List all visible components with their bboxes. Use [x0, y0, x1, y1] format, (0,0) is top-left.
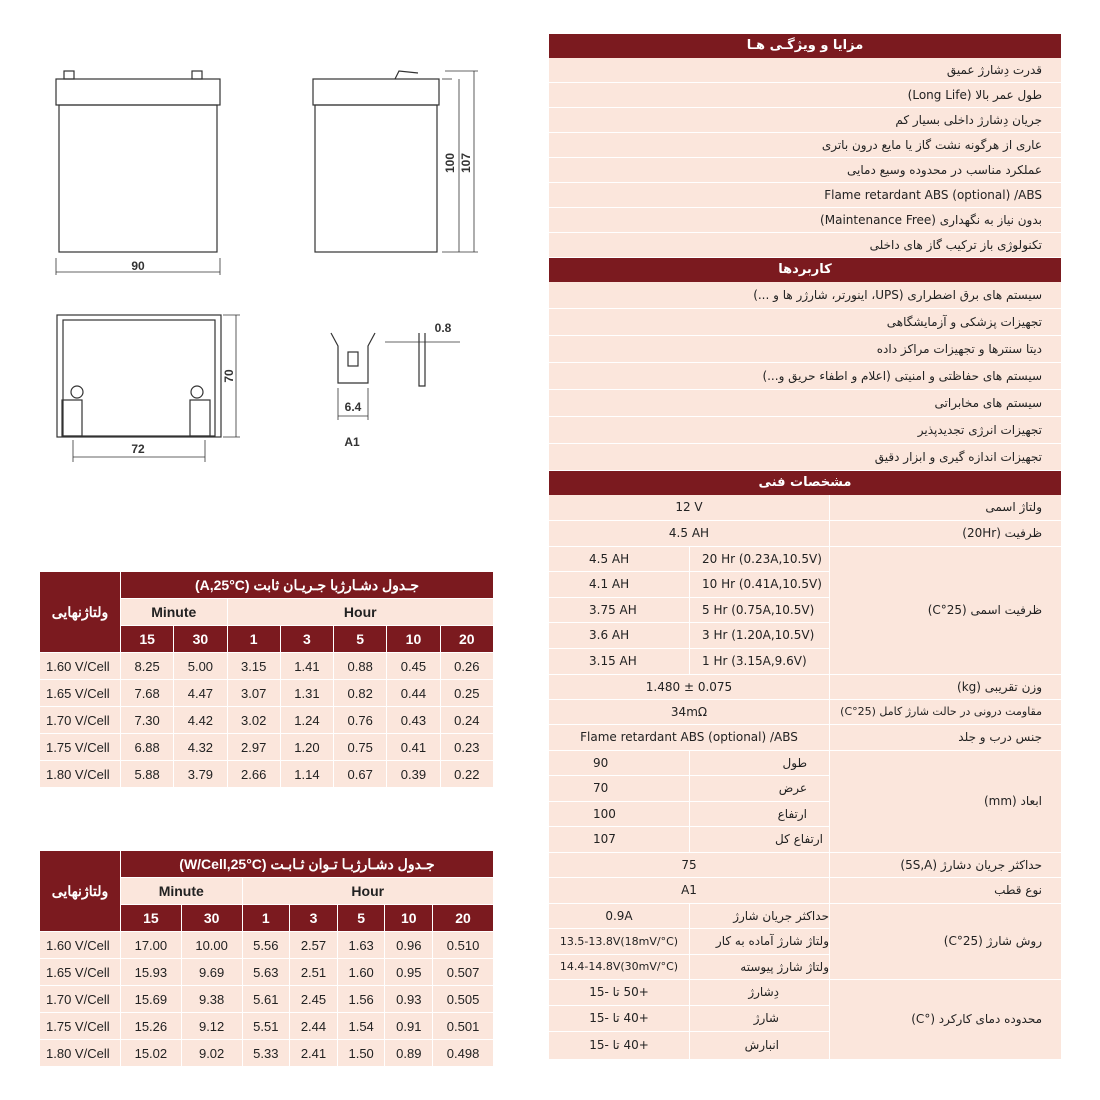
capacity-label: ظرفیت (20Hr): [962, 526, 1042, 540]
cell: 15.26: [121, 1013, 182, 1040]
table-row: [40, 1040, 494, 1067]
cell: 2.57: [290, 932, 338, 959]
side-height-dimension: 100: [443, 152, 457, 174]
front-width-dimension: 90: [131, 259, 145, 273]
minute-header: Minute: [121, 599, 228, 626]
specs-header: مشخصات فنی: [549, 471, 1061, 495]
dim-value: 107: [593, 832, 616, 846]
capacity-value: 4.5 AH: [668, 526, 710, 540]
features-header: مزایا و ویژگـی هـا: [549, 34, 1061, 58]
cell: 5.51: [242, 1013, 290, 1040]
col-header: 30: [174, 626, 227, 653]
max-charge-label: حداکثر جریان دشارژ (5S,A): [900, 858, 1042, 872]
temp-name: انبارش: [744, 1038, 779, 1052]
cell: 0.23: [440, 734, 493, 761]
cell: 2.97: [227, 734, 280, 761]
temp-label: محدوده دمای کارکرد (°C): [911, 1012, 1042, 1026]
rated-capacity-label: ظرفیت اسمی (25°C): [927, 603, 1042, 617]
cell: 0.91: [385, 1013, 433, 1040]
nominal-voltage-value: 12 V: [675, 500, 703, 514]
table-row: [40, 761, 494, 788]
col-header: 1: [242, 905, 290, 932]
cell: 0.498: [433, 1040, 494, 1067]
cell: 0.39: [387, 761, 440, 788]
row-voltage: 1.75 V/Cell: [40, 734, 121, 761]
cell: 8.25: [121, 653, 174, 680]
discharge-power-table: [39, 850, 494, 1067]
cell: 6.88: [121, 734, 174, 761]
charge-name: حداکثر جریان شارژ: [733, 909, 829, 923]
charge-name: ولتاژ شارژ آماده به کار: [715, 934, 829, 948]
cell: 9.69: [181, 959, 242, 986]
feature-item: بدون نیاز به نگهداری (Maintenance Free): [549, 208, 1061, 233]
cell: 1.54: [337, 1013, 385, 1040]
dim-value: 100: [593, 807, 616, 821]
cell: 5.61: [242, 986, 290, 1013]
cell: 3.07: [227, 680, 280, 707]
terminal-width-dimension: 6.4: [344, 400, 362, 414]
col-header: 20: [440, 626, 493, 653]
cell: 0.45: [387, 653, 440, 680]
cell: 1.20: [280, 734, 333, 761]
terminal-label: نوع قطب: [994, 883, 1042, 897]
cell: 1.24: [280, 707, 333, 734]
cell: 15.93: [121, 959, 182, 986]
cell: 0.22: [440, 761, 493, 788]
feature-item: Flame retardant ABS (optional) /ABS: [549, 183, 1061, 208]
feature-item: قدرت دِشارژ عمیق: [549, 58, 1061, 83]
feature-item: عملکرد مناسب در محدوده وسیع دمایی: [549, 158, 1061, 183]
rated-rate: 20 Hr (0.23A,10.5V): [702, 552, 822, 566]
dim-name: ارتفاع: [777, 807, 807, 821]
application-item: تجهیزات پزشکی و آزمایشگاهی: [549, 309, 1061, 336]
cell: 0.510: [433, 932, 494, 959]
table-row: [40, 707, 494, 734]
cell: 3.15: [227, 653, 280, 680]
case-value: Flame retardant ABS (optional) /ABS: [580, 730, 798, 744]
terminal-thickness-dimension: 0.8: [434, 321, 452, 335]
cell: 3.79: [174, 761, 227, 788]
cell: 3.02: [227, 707, 280, 734]
cell: 4.47: [174, 680, 227, 707]
application-item: دیتا سنترها و تجهیزات مراکز داده: [549, 336, 1061, 363]
table-title: جـدول دشـارژبا جـریـان ثابت (A,25°C): [121, 572, 494, 599]
cell: 0.25: [440, 680, 493, 707]
cell: 0.89: [385, 1040, 433, 1067]
terminal-type-label: A1: [344, 435, 360, 449]
row-voltage: 1.65 V/Cell: [40, 959, 121, 986]
table-row: [40, 734, 494, 761]
feature-item: طول عمر بالا (Long Life): [549, 83, 1061, 108]
cell: 5.33: [242, 1040, 290, 1067]
table-row: [40, 932, 494, 959]
cell: 0.505: [433, 986, 494, 1013]
rated-rate: 10 Hr (0.41A,10.5V): [702, 577, 822, 591]
cell: 1.60: [337, 959, 385, 986]
case-label: جنس درب و جلد: [958, 730, 1042, 744]
resistance-value: 34mΩ: [670, 705, 708, 719]
col-header: 20: [433, 905, 494, 932]
cell: 4.32: [174, 734, 227, 761]
table-title: جـدول دشـارژبـا تـوان ثـابـت (W/Cell,25°C): [121, 851, 494, 878]
row-voltage: 1.70 V/Cell: [40, 707, 121, 734]
table-row: [40, 986, 494, 1013]
cell: 2.44: [290, 1013, 338, 1040]
cell: 5.88: [121, 761, 174, 788]
col-header: 10: [387, 626, 440, 653]
cell: 0.26: [440, 653, 493, 680]
cell: 10.00: [181, 932, 242, 959]
temp-name: دِشارژ: [748, 985, 779, 999]
row-voltage: 1.75 V/Cell: [40, 1013, 121, 1040]
applications-header: کاربردها: [549, 258, 1061, 282]
hour-header: Hour: [227, 599, 493, 626]
col-header: 15: [121, 626, 174, 653]
col-header: 10: [385, 905, 433, 932]
row-voltage: 1.60 V/Cell: [40, 932, 121, 959]
max-charge-value: 75: [681, 858, 697, 872]
table-row: [40, 1013, 494, 1040]
dim-name: طول: [782, 756, 807, 770]
cell: 0.93: [385, 986, 433, 1013]
application-item: تجهیزات انرژی تجدیدپذیر: [549, 417, 1061, 444]
temp-name: شارژ: [753, 1011, 779, 1025]
cell: 1.14: [280, 761, 333, 788]
charge-value: 0.9A: [605, 909, 633, 923]
feature-item: عاری از هرگونه نشت گاز یا مایع درون باتری: [549, 133, 1061, 158]
cell: 0.24: [440, 707, 493, 734]
cell: 1.41: [280, 653, 333, 680]
specs-table: [549, 495, 1061, 1059]
terminal-value: A1: [681, 883, 697, 897]
weight-label: وزن تقریبی (kg): [957, 680, 1042, 694]
cell: 0.507: [433, 959, 494, 986]
cell: 0.88: [334, 653, 387, 680]
cell: 1.50: [337, 1040, 385, 1067]
cell: 7.68: [121, 680, 174, 707]
cell: 0.43: [387, 707, 440, 734]
cell: 1.31: [280, 680, 333, 707]
spec-panel: [549, 34, 1061, 1059]
hour-header: Hour: [242, 878, 494, 905]
rated-rate: 3 Hr (1.20A,10.5V): [702, 628, 815, 642]
cell: 0.75: [334, 734, 387, 761]
dim-name: ارتفاع کل: [775, 832, 823, 846]
side-total-height-dimension: 107: [459, 152, 473, 174]
temp-value: +50 تا -15: [589, 985, 649, 999]
cell: 9.38: [181, 986, 242, 1013]
cell: 2.45: [290, 986, 338, 1013]
dim-value: 70: [593, 781, 609, 795]
col-header: 3: [280, 626, 333, 653]
cell: 5.63: [242, 959, 290, 986]
cell: 9.12: [181, 1013, 242, 1040]
row-voltage: 1.70 V/Cell: [40, 986, 121, 1013]
temp-value: +40 تا -15: [589, 1011, 649, 1025]
cell: 0.67: [334, 761, 387, 788]
cell: 15.69: [121, 986, 182, 1013]
cell: 2.66: [227, 761, 280, 788]
charge-value: 13.5-13.8V(18mV/°C): [559, 935, 679, 948]
cell: 0.95: [385, 959, 433, 986]
rated-rate: 5 Hr (0.75A,10.5V): [702, 603, 815, 617]
application-item: سیستم های حفاظتی و امنیتی (اعلام و اطفاء حریق و...): [549, 363, 1061, 390]
application-item: تجهیزات اندازه گیری و ابزار دقیق: [549, 444, 1061, 471]
table-row: [40, 959, 494, 986]
cell: 4.42: [174, 707, 227, 734]
col-header: 5: [334, 626, 387, 653]
cell: 0.76: [334, 707, 387, 734]
final-voltage-header: ولتاژنهایی: [40, 851, 121, 932]
col-header: 15: [121, 905, 182, 932]
col-header: 30: [181, 905, 242, 932]
front-view: [56, 71, 220, 275]
row-voltage: 1.80 V/Cell: [40, 761, 121, 788]
cell: 17.00: [121, 932, 182, 959]
charge-name: ولتاژ شارژ پیوسته: [740, 960, 829, 974]
feature-item: جریان دِشارژ داخلی بسیار کم: [549, 108, 1061, 133]
cell: 5.00: [174, 653, 227, 680]
cell: 0.96: [385, 932, 433, 959]
col-header: 3: [290, 905, 338, 932]
terminal-spacing-dimension: 72: [131, 442, 145, 456]
rated-ah: 4.5 AH: [589, 552, 630, 566]
discharge-current-table: [39, 571, 494, 788]
row-voltage: 1.65 V/Cell: [40, 680, 121, 707]
cell: 1.56: [337, 986, 385, 1013]
row-voltage: 1.60 V/Cell: [40, 653, 121, 680]
application-item: سیستم های برق اضطراری (UPS، اینورتر، شارژر ها و ...): [549, 282, 1061, 309]
cell: 0.44: [387, 680, 440, 707]
rated-ah: 3.6 AH: [589, 628, 630, 642]
charge-value: 14.4-14.8V(30mV/°C): [559, 960, 679, 973]
table-row: [40, 653, 494, 680]
feature-item: تکنولوژی باز ترکیب گاز های داخلی: [549, 233, 1061, 258]
rated-ah: 3.15 AH: [589, 654, 637, 668]
table-row: [40, 680, 494, 707]
cell: 0.41: [387, 734, 440, 761]
nominal-voltage-label: ولتاژ اسمی: [985, 500, 1042, 514]
dims-label: ابعاد (mm): [983, 794, 1042, 808]
dim-value: 90: [593, 756, 609, 770]
temp-value: +40 تا -15: [589, 1038, 649, 1052]
col-header: 5: [337, 905, 385, 932]
top-view: [57, 315, 240, 462]
cell: 0.82: [334, 680, 387, 707]
col-header: 1: [227, 626, 280, 653]
top-depth-dimension: 70: [222, 369, 236, 383]
rated-rate: 1 Hr (3.15A,9.6V): [702, 654, 807, 668]
row-voltage: 1.80 V/Cell: [40, 1040, 121, 1067]
cell: 15.02: [121, 1040, 182, 1067]
rated-ah: 3.75 AH: [589, 603, 637, 617]
cell: 2.41: [290, 1040, 338, 1067]
cell: 0.501: [433, 1013, 494, 1040]
weight-value: 1.480 ± 0.075: [645, 680, 733, 694]
minute-header: Minute: [121, 878, 243, 905]
cell: 1.63: [337, 932, 385, 959]
cell: 7.30: [121, 707, 174, 734]
cell: 2.51: [290, 959, 338, 986]
resistance-label: مقاومت درونی در حالت شارژ کامل (25°C): [840, 705, 1042, 718]
final-voltage-header: ولتاژنهایی: [40, 572, 121, 653]
cell: 5.56: [242, 932, 290, 959]
dim-name: عرض: [778, 781, 807, 795]
cell: 9.02: [181, 1040, 242, 1067]
technical-drawings: [0, 0, 540, 470]
rated-ah: 4.1 AH: [589, 577, 630, 591]
application-item: سیستم های مخابراتی: [549, 390, 1061, 417]
charge-method-label: روش شارژ (25°C): [943, 934, 1042, 948]
